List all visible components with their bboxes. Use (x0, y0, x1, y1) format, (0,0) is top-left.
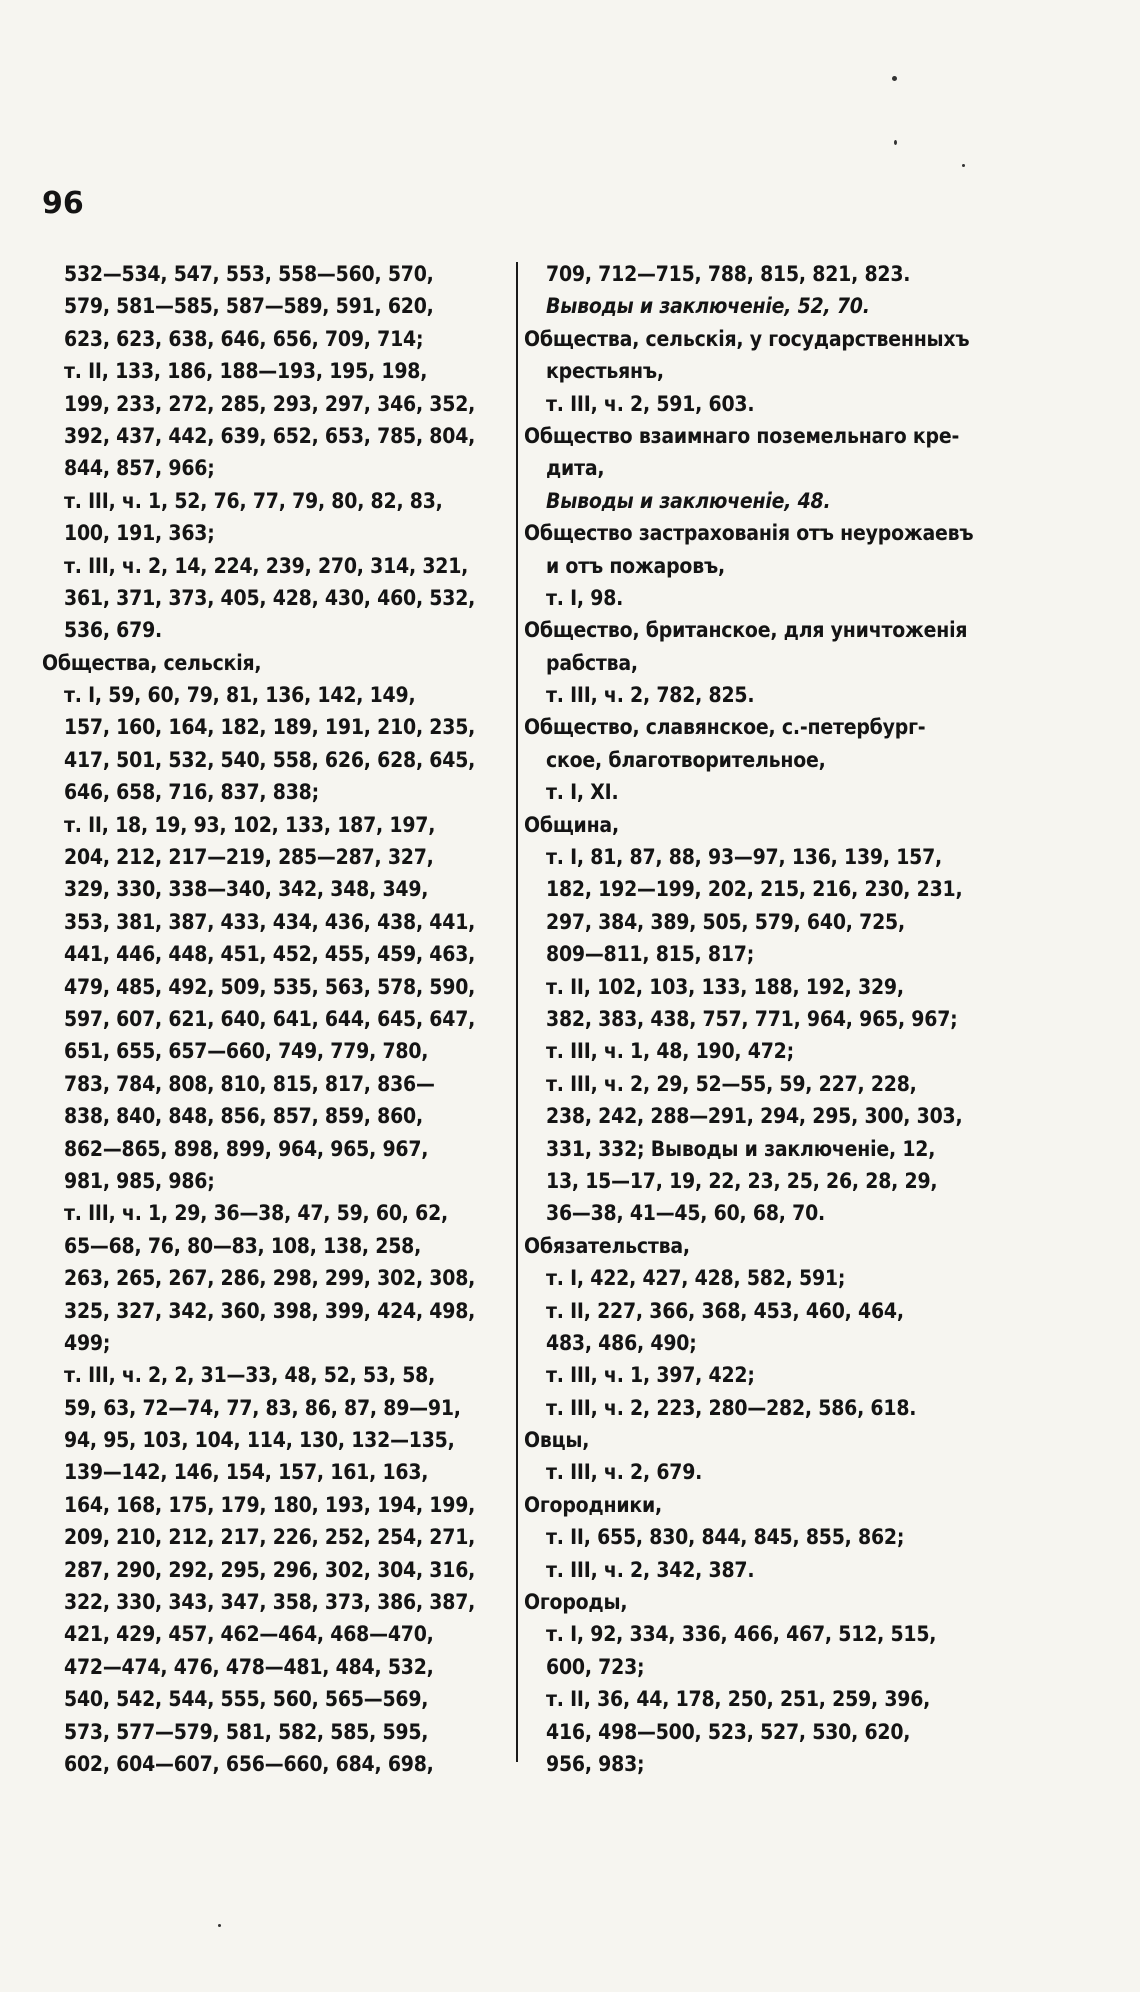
index-subentry: 100, 191, 363; (64, 521, 215, 546)
left-column (42, 258, 510, 1780)
index-heading: Община, (524, 812, 619, 837)
index-subentry: 382, 383, 438, 757, 771, 964, 965, 967; (546, 1006, 958, 1031)
index-subentry: т. II, 18, 19, 93, 102, 133, 187, 197, (64, 812, 436, 837)
index-subentry: ское, благотворительное, (546, 747, 826, 772)
index-heading: Огородники, (524, 1492, 663, 1517)
index-heading: Огороды, (524, 1590, 628, 1615)
index-subentry: т. III, ч. 1, 29, 36—38, 47, 59, 60, 62, (64, 1201, 449, 1226)
index-subentry: 65—68, 76, 80—83, 108, 138, 258, (64, 1233, 422, 1258)
index-subentry: 709, 712—715, 788, 815, 821, 823. (546, 262, 911, 286)
index-heading: Овцы, (524, 1428, 590, 1453)
index-subentry: 783, 784, 808, 810, 815, 817, 836— (64, 1071, 435, 1096)
index-subentry: т. I, 422, 427, 428, 582, 591; (546, 1266, 846, 1291)
index-subentry: 981, 985, 986; (64, 1168, 215, 1193)
index-subentry: 36—38, 41—45, 60, 68, 70. (546, 1201, 826, 1226)
index-subentry: т. II, 36, 44, 178, 250, 251, 259, 396, (546, 1687, 931, 1712)
index-subentry: 499; (64, 1330, 111, 1355)
index-subentry: т. I, 92, 334, 336, 466, 467, 512, 515, (546, 1622, 937, 1647)
index-subentry: т. III, ч. 2, 2, 31—33, 48, 52, 53, 58, (64, 1363, 436, 1388)
index-subentry: 238, 242, 288—291, 294, 295, 300, 303, (546, 1104, 963, 1129)
index-subentry: т. III, ч. 1, 397, 422; (546, 1363, 755, 1388)
index-subentry: 956, 983; (546, 1751, 645, 1776)
scan-speck (892, 76, 897, 81)
index-subentry: Выводы и заключеніе, 52, 70. (546, 294, 870, 319)
index-subentry: т. III, ч. 2, 223, 280—282, 586, 618. (546, 1395, 917, 1420)
index-subentry: 483, 486, 490; (546, 1330, 697, 1355)
index-subentry: 536, 679. (64, 618, 163, 643)
index-subentry: 182, 192—199, 202, 215, 216, 230, 231, (546, 877, 963, 902)
index-heading: Общество, славянское, с.-петербург- (524, 715, 926, 740)
scan-speck (218, 1924, 221, 1927)
index-subentry: 417, 501, 532, 540, 558, 626, 628, 645, (64, 747, 476, 772)
index-heading: Обязательства, (524, 1233, 690, 1258)
index-subentry: 139—142, 146, 154, 157, 161, 163, (64, 1460, 429, 1485)
index-subentry: 157, 160, 164, 182, 189, 191, 210, 235, (64, 715, 476, 740)
index-subentry: 59, 63, 72—74, 77, 83, 86, 87, 89—91, (64, 1395, 461, 1420)
index-subentry: 204, 212, 217—219, 285—287, 327, (64, 845, 434, 870)
index-subentry: 94, 95, 103, 104, 114, 130, 132—135, (64, 1428, 455, 1453)
index-subentry: 199, 233, 272, 285, 293, 297, 346, 352, (64, 391, 476, 416)
index-subentry: 361, 371, 373, 405, 428, 430, 460, 532, (64, 585, 476, 610)
index-heading: Общества, сельскія, у государственныхъ (524, 326, 970, 351)
index-subentry: 579, 581—585, 587—589, 591, 620, (64, 294, 434, 319)
index-subentry: 331, 332; Выводы и заключеніе, 12, (546, 1136, 936, 1161)
scan-speck (962, 164, 965, 167)
index-subentry: 416, 498—500, 523, 527, 530, 620, (546, 1719, 911, 1744)
index-subentry: т. II, 102, 103, 133, 188, 192, 329, (546, 974, 904, 999)
index-subentry: 602, 604—607, 656—660, 684, 698, (64, 1751, 434, 1776)
index-subentry: 287, 290, 292, 295, 296, 302, 304, 316, (64, 1557, 476, 1582)
index-subentry: рабства, (546, 650, 638, 675)
scan-speck (894, 140, 897, 145)
index-subentry: 838, 840, 848, 856, 857, 859, 860, (64, 1104, 423, 1129)
index-subentry: 532—534, 547, 553, 558—560, 570, (64, 262, 434, 286)
index-subentry: т. III, ч. 2, 29, 52—55, 59, 227, 228, (546, 1071, 917, 1096)
index-subentry: 623, 623, 638, 646, 656, 709, 714; (64, 326, 424, 351)
column-divider (516, 262, 518, 1762)
index-subentry: 13, 15—17, 19, 22, 23, 25, 26, 28, 29, (546, 1168, 938, 1193)
index-subentry: т. I, 59, 60, 79, 81, 136, 142, 149, (64, 683, 416, 708)
index-subentry: т. I, 98. (546, 585, 624, 610)
index-subentry: 600, 723; (546, 1654, 645, 1679)
index-heading: Общество взаимнаго поземельнаго кре- (524, 423, 960, 448)
index-subentry: 263, 265, 267, 286, 298, 299, 302, 308, (64, 1266, 476, 1291)
index-subentry: 209, 210, 212, 217, 226, 252, 254, 271, (64, 1525, 476, 1550)
index-subentry: 479, 485, 492, 509, 535, 563, 578, 590, (64, 974, 476, 999)
index-subentry: т. III, ч. 2, 782, 825. (546, 683, 755, 708)
index-subentry: крестьянъ, (546, 359, 664, 384)
index-heading: Общество, британское, для уничтоженія (524, 618, 968, 643)
right-column (524, 258, 984, 1780)
index-subentry: 392, 437, 442, 639, 652, 653, 785, 804, (64, 423, 476, 448)
index-subentry: 297, 384, 389, 505, 579, 640, 725, (546, 909, 905, 934)
index-subentry: 862—865, 898, 899, 964, 965, 967, (64, 1136, 429, 1161)
index-subentry: т. III, ч. 2, 591, 603. (546, 391, 755, 416)
index-subentry: т. III, ч. 1, 48, 190, 472; (546, 1039, 794, 1064)
index-subentry: 597, 607, 621, 640, 641, 644, 645, 647, (64, 1006, 476, 1031)
index-subentry: 164, 168, 175, 179, 180, 193, 194, 199, (64, 1492, 476, 1517)
index-subentry: 322, 330, 343, 347, 358, 373, 386, 387, (64, 1590, 476, 1615)
index-subentry: 573, 577—579, 581, 582, 585, 595, (64, 1719, 429, 1744)
index-subentry: 844, 857, 966; (64, 456, 215, 481)
index-subentry: Выводы и заключеніе, 48. (546, 488, 831, 513)
index-subentry: 441, 446, 448, 451, 452, 455, 459, 463, (64, 942, 476, 967)
page-number: 96 (42, 186, 84, 221)
index-heading: Общества, сельскія, (42, 650, 262, 675)
index-subentry: и отъ пожаровъ, (546, 553, 725, 578)
index-subentry: т. I, 81, 87, 88, 93—97, 136, 139, 157, (546, 845, 943, 870)
index-subentry: 421, 429, 457, 462—464, 468—470, (64, 1622, 434, 1647)
index-subentry: 353, 381, 387, 433, 434, 436, 438, 441, (64, 909, 476, 934)
index-subentry: 325, 327, 342, 360, 398, 399, 424, 498, (64, 1298, 476, 1323)
index-subentry: т. III, ч. 1, 52, 76, 77, 79, 80, 82, 83, (64, 488, 443, 513)
index-subentry: 540, 542, 544, 555, 560, 565—569, (64, 1687, 429, 1712)
index-subentry: т. II, 133, 186, 188—193, 195, 198, (64, 359, 428, 384)
index-subentry: 651, 655, 657—660, 749, 779, 780, (64, 1039, 429, 1064)
index-subentry: т. III, ч. 2, 342, 387. (546, 1557, 755, 1582)
index-subentry: т. III, ч. 2, 679. (546, 1460, 703, 1485)
index-subentry: 329, 330, 338—340, 342, 348, 349, (64, 877, 429, 902)
index-subentry: 809—811, 815, 817; (546, 942, 755, 967)
index-heading: Общество застрахованія отъ неурожаевъ (524, 521, 974, 546)
index-subentry: т. II, 227, 366, 368, 453, 460, 464, (546, 1298, 904, 1323)
index-subentry: 646, 658, 716, 837, 838; (64, 780, 319, 805)
index-subentry: т. I, XI. (546, 780, 619, 805)
index-subentry: т. III, ч. 2, 14, 224, 239, 270, 314, 321, (64, 553, 469, 578)
index-subentry: дита, (546, 456, 605, 481)
index-subentry: т. II, 655, 830, 844, 845, 855, 862; (546, 1525, 905, 1550)
index-subentry: 472—474, 476, 478—481, 484, 532, (64, 1654, 434, 1679)
